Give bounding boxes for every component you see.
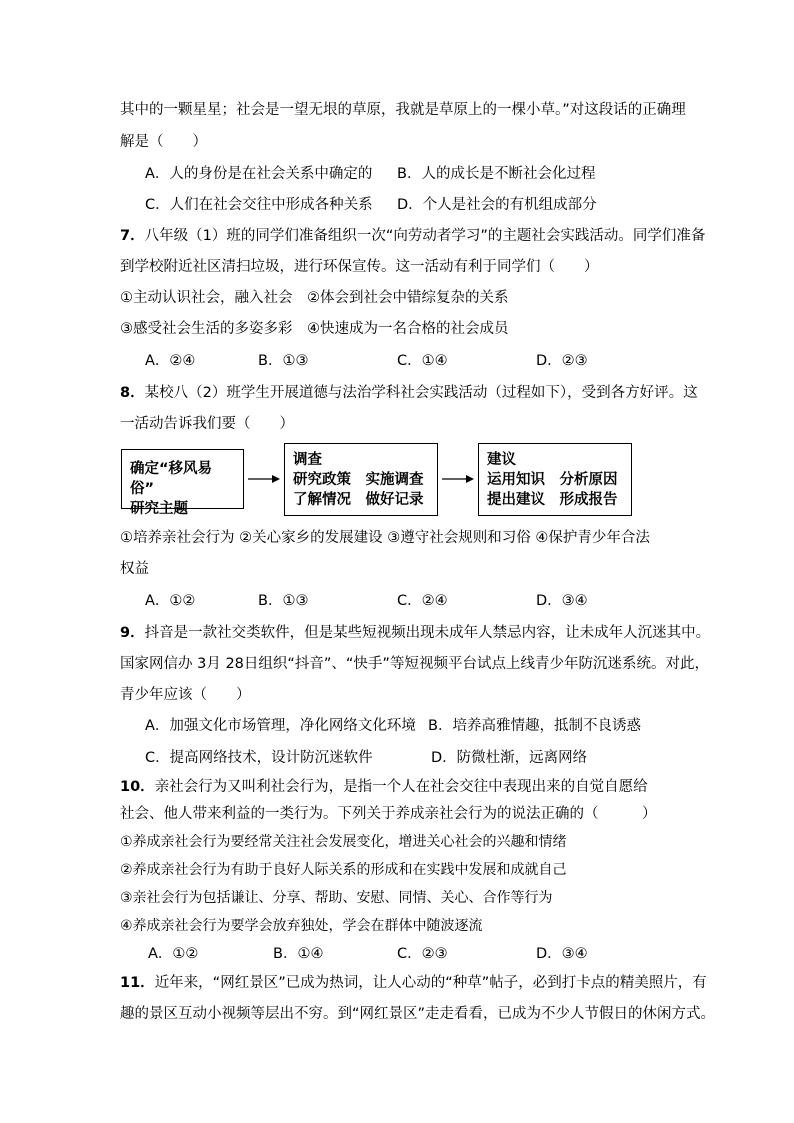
q9-stem-text: 抖音是一款社交类软件，但是某些短视频出现未成年人禁忌内容，让未成年人沉迷其中。 bbox=[144, 625, 711, 641]
q9-stem-line bbox=[120, 623, 710, 643]
flow-box-line: 了解情况 做好记录 bbox=[293, 492, 424, 508]
flow-box-line: 运用知识 分析原因 bbox=[487, 472, 618, 488]
flow-box-line: 研究主题 bbox=[130, 501, 188, 517]
q10-option-d: D．③④ bbox=[536, 946, 588, 962]
q8-option-a: A．①② bbox=[145, 593, 196, 609]
flow-box-survey bbox=[284, 443, 438, 516]
q10-option-b: B．①④ bbox=[273, 946, 324, 962]
q8-option-c: C．②④ bbox=[397, 593, 448, 609]
q7-stem-line bbox=[120, 226, 705, 246]
q9-option-a: A．加强文化市场管理，净化网络文化环境 bbox=[145, 718, 416, 734]
q11-stem-line: 趣的景区互动小视频等层出不穷。到“网红景区”走走看看，已成为不少人节假日的休闲方式。 bbox=[120, 1006, 716, 1022]
q8-statement: 权益 bbox=[120, 561, 149, 577]
q7-option-a: A．②④ bbox=[145, 353, 196, 369]
q8-stem-text: 某校八（2）班学生开展道德与法治学科社会实践活动（过程如下），受到各方好评。这 bbox=[144, 385, 698, 401]
q6-option-c: C．人们在社会交往中形成各种关系 bbox=[145, 197, 373, 213]
q10-statement: ①养成亲社会行为要经常关注社会发展变化，增进关心社会的兴趣和情绪 bbox=[120, 834, 567, 850]
q6-option-a: A．人的身份是在社会关系中确定的 bbox=[145, 166, 373, 182]
q6-option-d: D．个人是社会的有机组成部分 bbox=[397, 197, 597, 213]
q6-stem-line: 解是（ ） bbox=[120, 134, 207, 150]
q6-option-b: B．人的成长是不断社会化过程 bbox=[397, 166, 596, 182]
q10-number: 10． bbox=[120, 779, 155, 795]
q7-option-b: B．①③ bbox=[258, 353, 309, 369]
flow-box-line: 建议 bbox=[487, 452, 516, 468]
flow-box-topic bbox=[121, 449, 244, 517]
q9-option-c: C．提高网络技术，设计防沉迷软件 bbox=[145, 750, 373, 766]
q7-stem-text: 八年级（1）班的同学们准备组织一次“向劳动者学习”的主题社会实践活动。同学们准备 bbox=[144, 228, 706, 244]
q8-statement: ①培养亲社会行为 ②关心家乡的发展建设 ③遵守社会规则和习俗 ④保护青少年合法 bbox=[120, 530, 650, 546]
q7-option-c: C．①④ bbox=[397, 353, 448, 369]
q9-option-d: D．防微杜渐，远离网络 bbox=[431, 750, 588, 766]
q10-option-c: C．②③ bbox=[397, 946, 448, 962]
q11-stem-line bbox=[120, 973, 707, 993]
q9-option-b: B．培养高雅情趣，抵制不良诱惑 bbox=[428, 718, 641, 734]
q6-stem-line: 其中的一颗星星；社会是一望无垠的草原，我就是草原上的一棵小草。”对这段话的正确理 bbox=[120, 102, 686, 118]
q8-option-b: B．①③ bbox=[258, 593, 309, 609]
q7-stem-line: 到学校附近社区清扫垃圾，进行环保宣传。这一活动有利于同学们（ ） bbox=[120, 259, 599, 275]
q9-stem-line: 青少年应该（ ） bbox=[120, 687, 251, 703]
q8-stem-line bbox=[120, 383, 698, 403]
q7-number: 7． bbox=[120, 228, 145, 244]
q8-option-d: D．③④ bbox=[536, 593, 588, 609]
flow-arrow-icon bbox=[246, 472, 282, 486]
flow-box-line: 研究政策 实施调查 bbox=[293, 472, 424, 488]
q10-stem-text: 亲社会行为又叫利社会行为，是指一个人在社会交往中表现出来的自觉自愿给 bbox=[154, 779, 648, 795]
q10-statement: ②养成亲社会行为有助于良好人际关系的形成和在实践中发展和成就自己 bbox=[120, 862, 567, 878]
q10-option-a: A．①② bbox=[148, 946, 199, 962]
q10-stem-line bbox=[120, 777, 648, 797]
q10-stem-line: 社会、他人带来利益的一类行为。下列关于养成亲社会行为的说法正确的（ ） bbox=[120, 806, 657, 822]
q10-statement: ③亲社会行为包括谦让、分享、帮助、安慰、同情、关心、合作等行为 bbox=[120, 890, 553, 906]
flow-arrow-icon bbox=[440, 472, 476, 486]
flow-box-line: 提出建议 形成报告 bbox=[487, 492, 618, 508]
q8-stem-line: 一活动告诉我们要（ ） bbox=[120, 416, 294, 432]
q11-number: 11． bbox=[120, 975, 155, 991]
q9-number: 9． bbox=[120, 625, 145, 641]
q7-statement: ①主动认识社会，融入社会 ②体会到社会中错综复杂的关系 bbox=[120, 290, 509, 306]
q10-statement: ④养成亲社会行为要学会放弃独处，学会在群体中随波逐流 bbox=[120, 918, 483, 934]
q9-stem-line: 国家网信办 3月 28日组织“抖音”、“快手”等短视频平台试点上线青少年防沉迷系统。对此， bbox=[120, 656, 709, 672]
flow-box-line: 确定“移风易俗” bbox=[130, 461, 213, 497]
q8-number: 8． bbox=[120, 385, 145, 401]
q7-option-d: D．②③ bbox=[536, 353, 588, 369]
flow-box-suggestion bbox=[478, 443, 632, 516]
flow-box-line: 调查 bbox=[293, 452, 322, 468]
q11-stem-text: 近年来，“网红景区”已成为热词，让人心动的“种草”帖子，必到打卡点的精美照片，有 bbox=[154, 975, 707, 991]
q7-statement: ③感受社会生活的多姿多彩 ④快速成为一名合格的社会成员 bbox=[120, 321, 509, 337]
